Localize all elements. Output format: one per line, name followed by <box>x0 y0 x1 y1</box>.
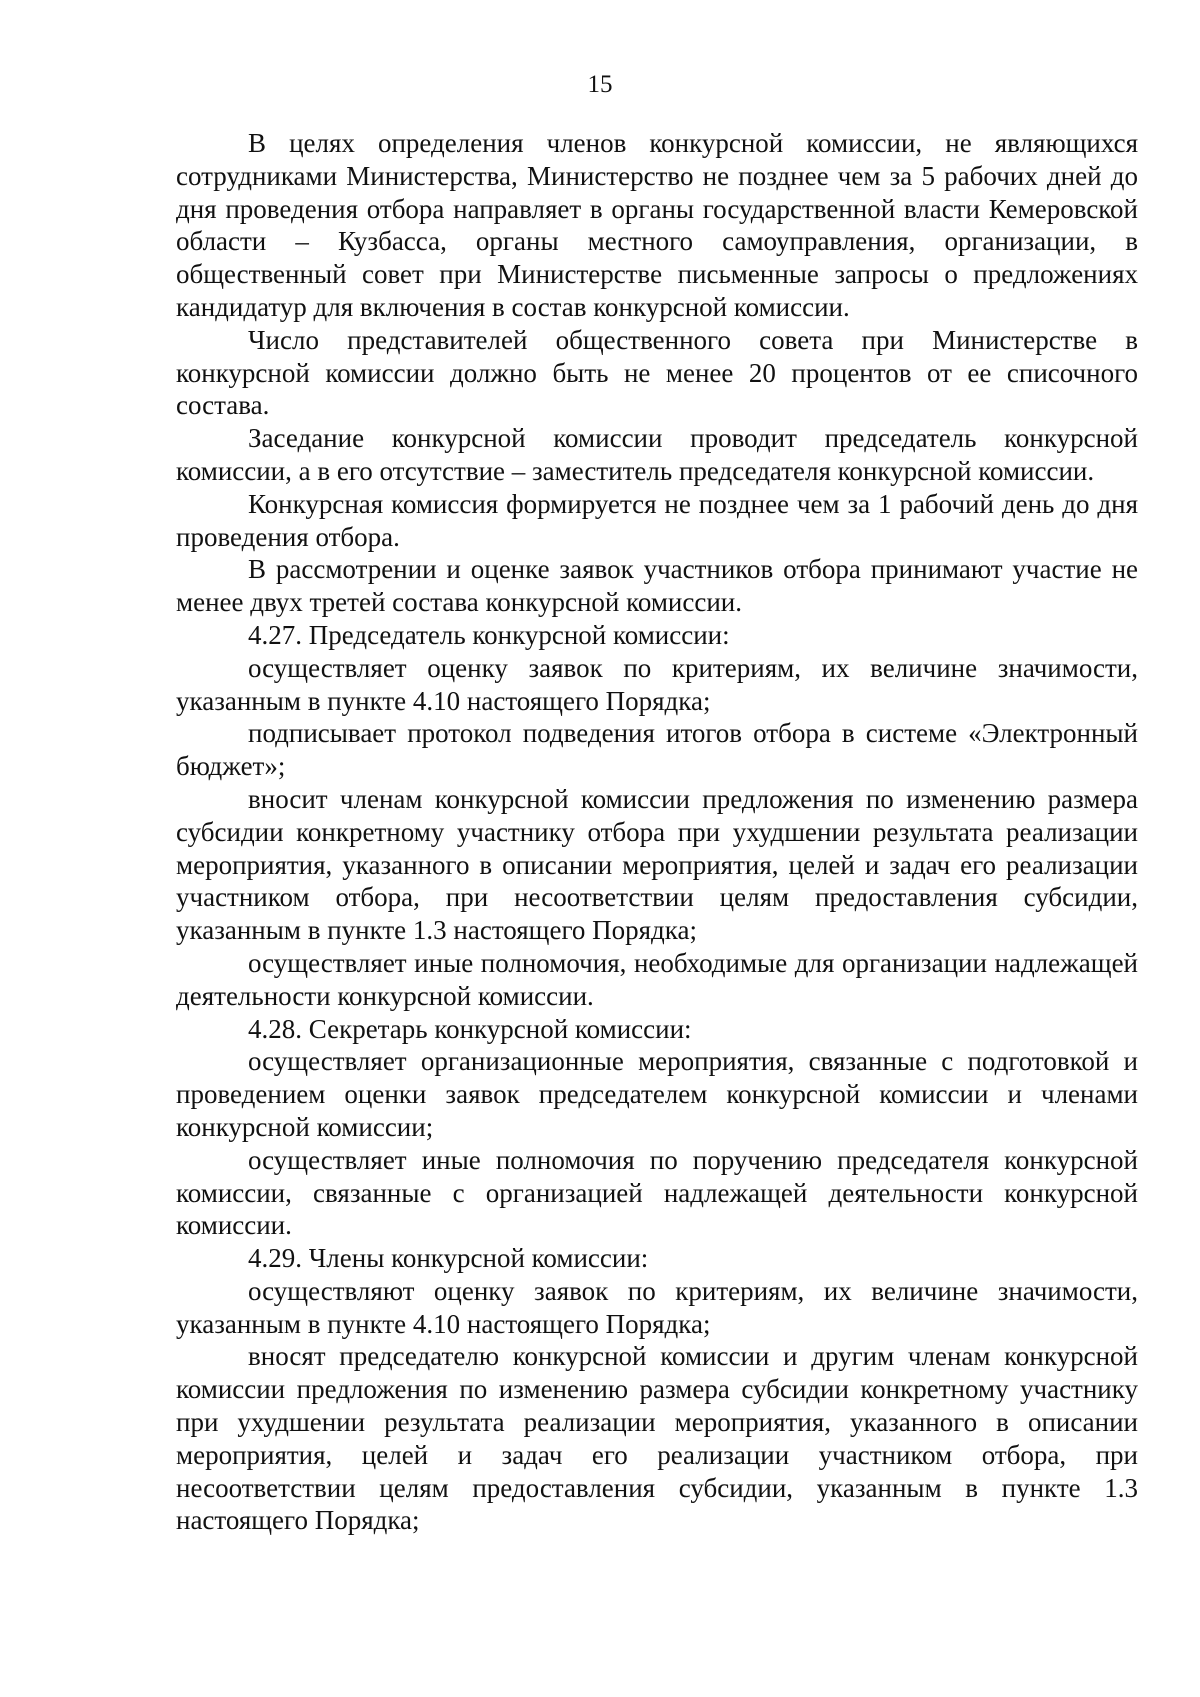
paragraph: Заседание конкурсной комиссии проводит председатель конкурсной комиссии, а в его отсутствие – заместитель председателя конкурсной комиссии. <box>176 423 1138 486</box>
paragraph: осуществляют оценку заявок по критериям, их величине значимости, указанным в пункте 4.10 настоящего Порядка; <box>176 1275 1138 1339</box>
paragraph: Число представителей общественного совета при Министерстве в конкурсной комиссии должно быть не менее 20 процентов от ее списочного состава. <box>176 324 1138 421</box>
paragraph: осуществляет организационные мероприятия, связанные с подготовкой и проведением оценки заявок председателем конкурсной комиссии и членами конкурсной комиссии; <box>176 1046 1138 1142</box>
paragraph: подписывает протокол подведения итогов отбора в системе «Электронный бюджет»; <box>176 718 1138 782</box>
paragraph: Конкурсная комиссия формируется не позднее чем за 1 рабочий день до дня проведения отбора. <box>176 488 1138 552</box>
paragraph: осуществляет оценку заявок по критериям, их величине значимости, указанным в пункте 4.10 настоящего Порядка; <box>176 652 1138 716</box>
section-heading-4-27: 4.27. Председатель конкурсной комиссии: <box>248 619 730 650</box>
paragraph: вносят председателю конкурсной комиссии и другим членам конкурсной комиссии предложения по изменению размера субсидии конкретному участнику при ухудшении результата реализации мероприятия, указанного в описании мероприятия, целей и задач его реализации участником отбора, при несоответствии целям предоставления субсидии, указанным в пункте 1.3 настоящего Порядка; <box>176 1341 1138 1536</box>
section-heading-4-29: 4.29. Члены конкурсной комиссии: <box>248 1243 649 1274</box>
paragraph: осуществляет иные полномочия, необходимые для организации надлежащей деятельности конкурсной комиссии. <box>176 947 1138 1011</box>
paragraph: осуществляет иные полномочия по поручению председателя конкурсной комиссии, связанные с организацией надлежащей деятельности конкурсной комиссии. <box>176 1144 1138 1241</box>
paragraph: В рассмотрении и оценке заявок участников отбора принимают участие не менее двух третей состава конкурсной комиссии. <box>176 554 1138 618</box>
paragraph: вносит членам конкурсной комиссии предложения по изменению размера субсидии конкретному участнику отбора при ухудшении результата реализации мероприятия, указанного в описании мероприятия, целей и задач его реализации участником отбора, при несоответствии целям предоставления субсидии, указанным в пункте 1.3 настоящего Порядка; <box>176 783 1138 946</box>
paragraph: В целях определения членов конкурсной комиссии, не являющихся сотрудниками Министерства, Министерство не позднее чем за 5 рабочих дней до дня проведения отбора направляет в органы государственной власти Кемеровской области – Кузбасса, органы местного самоуправления, организации, в общественный совет при Министерстве письменные запросы о предложениях кандидатур для включения в состав конкурсной комиссии. <box>176 128 1138 322</box>
section-heading-4-28: 4.28. Секретарь конкурсной комиссии: <box>248 1013 692 1044</box>
page-number: 15 <box>587 71 613 98</box>
document-body <box>176 127 1138 1537</box>
